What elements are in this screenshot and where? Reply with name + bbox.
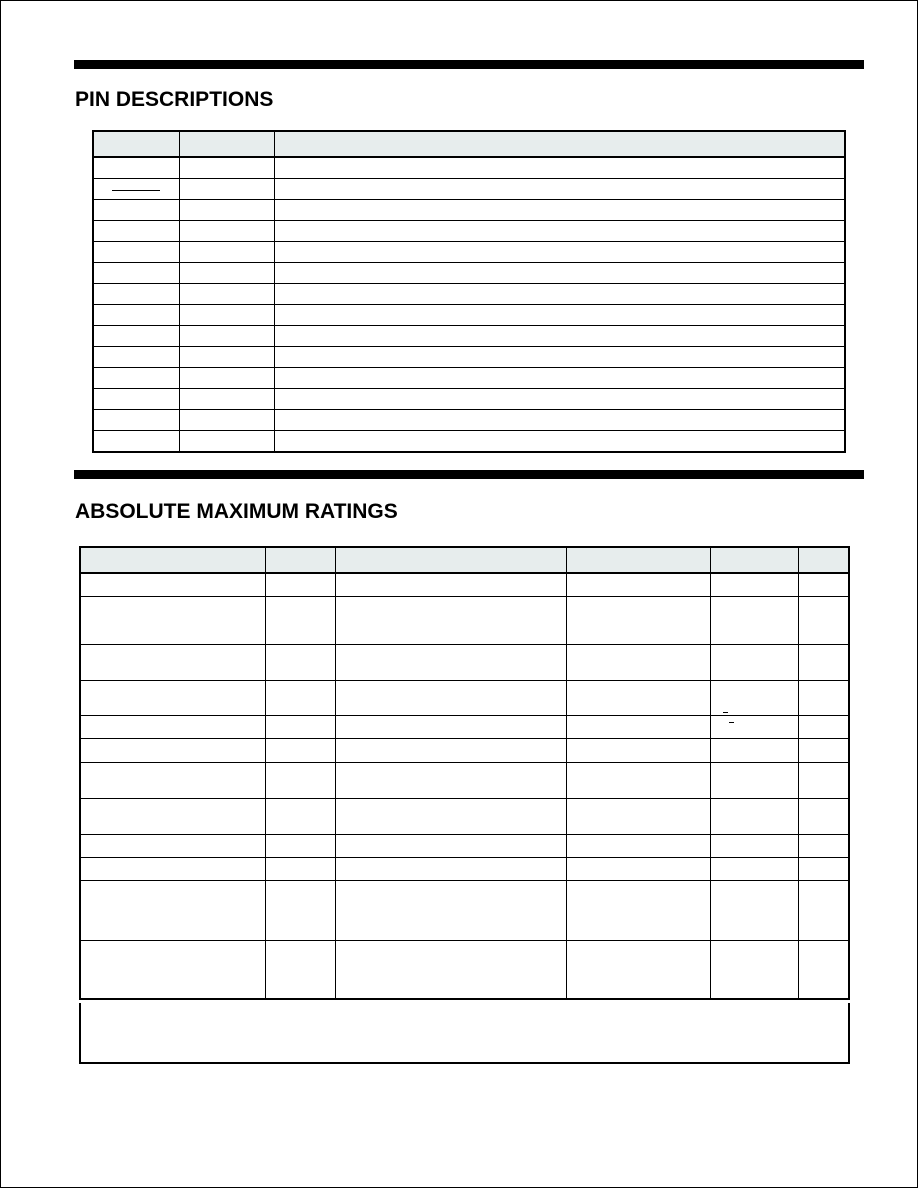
table-row (80, 857, 849, 880)
section-rule-top (74, 60, 864, 69)
table-header-row (80, 547, 849, 573)
header-cell (179, 131, 274, 157)
table-row (80, 798, 849, 834)
table-row (93, 179, 845, 200)
table-header-row (93, 131, 845, 157)
table-row (93, 263, 845, 284)
table-row (80, 596, 849, 644)
table-row (93, 221, 845, 242)
pin-descriptions-table (92, 130, 846, 453)
table-row (93, 305, 845, 326)
table-row (80, 715, 849, 738)
table-row (93, 157, 845, 179)
table-row (80, 644, 849, 680)
table-row (93, 389, 845, 410)
table-row (80, 738, 849, 762)
table-row (93, 431, 845, 453)
table-row (93, 284, 845, 305)
table-row (93, 326, 845, 347)
table-row (93, 410, 845, 431)
pin-descriptions-heading: PIN DESCRIPTIONS (75, 88, 274, 111)
table-row (93, 347, 845, 368)
notes-box (79, 1003, 850, 1064)
active-low-overline (112, 190, 160, 191)
table-row (93, 242, 845, 263)
table-row (80, 762, 849, 798)
table-row (80, 834, 849, 857)
table-row (80, 680, 849, 715)
absolute-maximum-ratings-table (79, 546, 850, 1000)
table-row (93, 368, 845, 389)
table-row (93, 200, 845, 221)
table-row (80, 573, 849, 596)
table-row (80, 940, 849, 999)
table-row (80, 880, 849, 940)
header-cell (274, 131, 845, 157)
header-cell (93, 131, 179, 157)
absolute-maximum-ratings-heading: ABSOLUTE MAXIMUM RATINGS (75, 500, 398, 523)
section-rule-middle (74, 470, 864, 479)
